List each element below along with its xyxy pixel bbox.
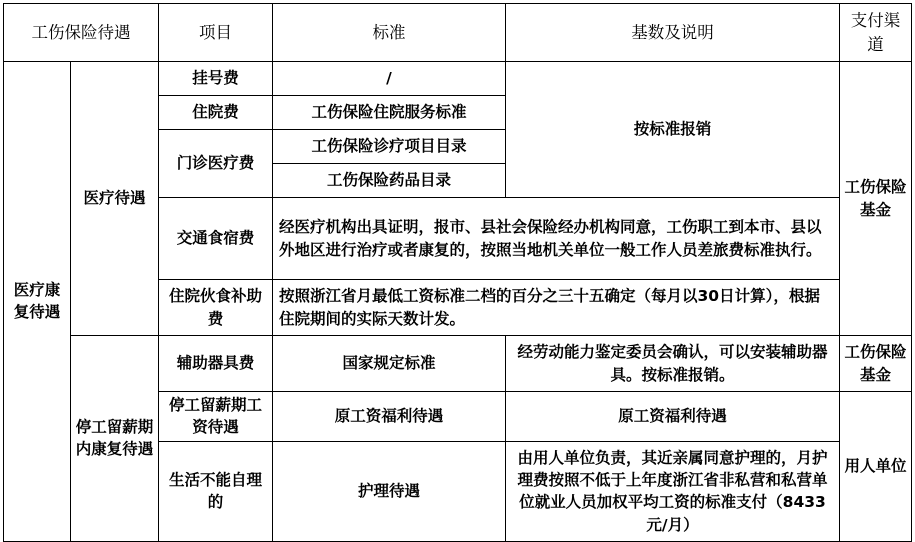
wage-item: 停工留薪期工资待遇	[159, 392, 273, 442]
meal-item: 住院伙食补助费	[159, 280, 273, 336]
meal-note: 按照浙江省月最低工资标准二档的百分之三十五确定（每月以30日计算），根据住院期间的实际天数计发。	[273, 280, 840, 336]
medical-rehab-group-label: 医疗康复待遇	[4, 62, 71, 542]
medical-channel: 工伤保险基金	[840, 62, 912, 336]
employer-channel: 用人单位	[840, 392, 912, 542]
care-note: 由用人单位负责，其近亲属同意护理的，月护理费按照不低于上年度浙江省非私营和私营单位就业人员加权平均工资的标准支付（8433元/月）	[506, 441, 840, 541]
reimburse-note: 按标准报销	[506, 62, 840, 198]
wage-standard: 原工资福利待遇	[273, 392, 506, 442]
header-standard: 标准	[273, 4, 506, 62]
injury-insurance-table	[3, 3, 912, 542]
header-base-note: 基数及说明	[506, 4, 840, 62]
care-standard: 护理待遇	[273, 441, 506, 541]
hospitalization-item: 住院费	[159, 96, 273, 130]
suspension-sub-label: 停工留薪期内康复待遇	[71, 336, 159, 542]
wage-note: 原工资福利待遇	[506, 392, 840, 442]
header-benefit: 工伤保险待遇	[4, 4, 159, 62]
transport-item: 交通食宿费	[159, 198, 273, 280]
aids-standard: 国家规定标准	[273, 336, 506, 392]
aids-note: 经劳动能力鉴定委员会确认，可以安装辅助器具。按标准报销。	[506, 336, 840, 392]
aids-channel: 工伤保险基金	[840, 336, 912, 392]
header-item: 项目	[159, 4, 273, 62]
aids-item: 辅助器具费	[159, 336, 273, 392]
hospitalization-standard: 工伤保险住院服务标准	[273, 96, 506, 130]
outpatient-item: 门诊医疗费	[159, 130, 273, 198]
outpatient-standard-1: 工伤保险诊疗项目目录	[273, 130, 506, 164]
header-channel: 支付渠道	[840, 4, 912, 62]
care-item: 生活不能自理的	[159, 441, 273, 541]
registration-item: 挂号费	[159, 62, 273, 96]
outpatient-standard-2: 工伤保险药品目录	[273, 164, 506, 198]
transport-note: 经医疗机构出具证明，报市、县社会保险经办机构同意，工伤职工到本市、县以外地区进行治疗或者康复的，按照当地机关单位一般工作人员差旅费标准执行。	[273, 198, 840, 280]
registration-standard: /	[273, 62, 506, 96]
medical-sub-label: 医疗待遇	[71, 62, 159, 336]
